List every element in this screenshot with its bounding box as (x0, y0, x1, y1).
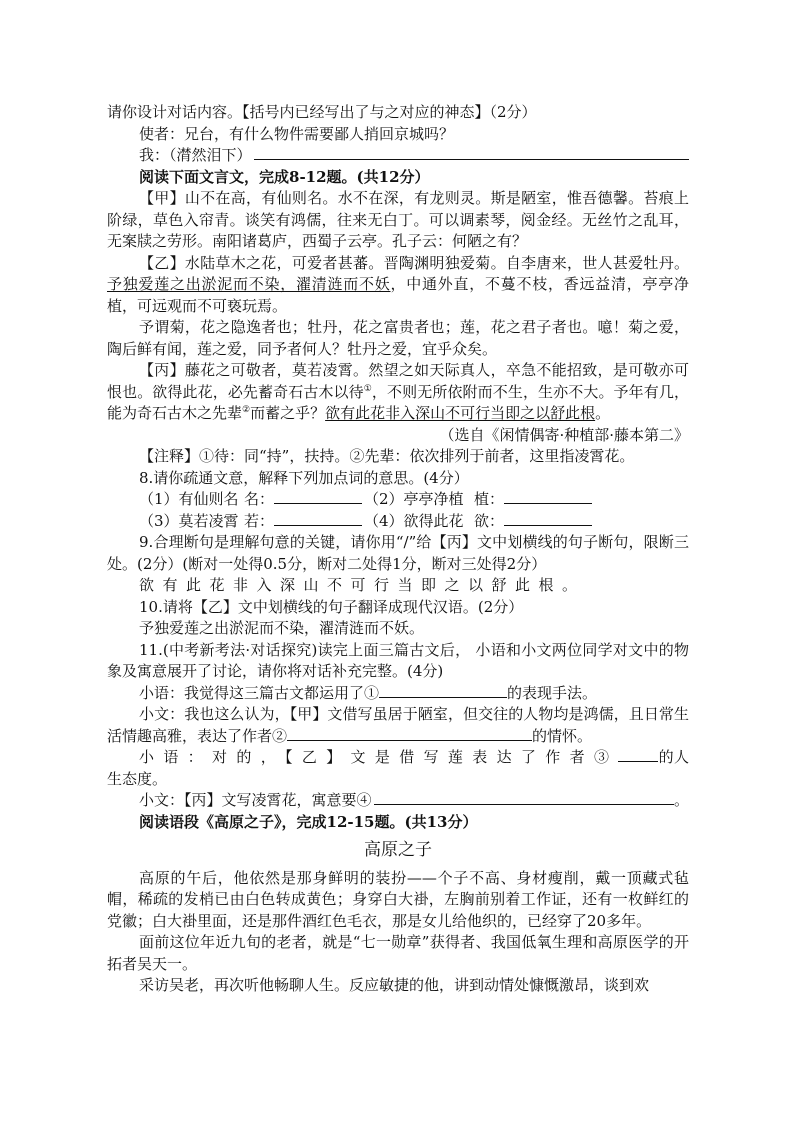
blank-1[interactable] (379, 683, 507, 698)
question-9-sentence: 欲有此花非入深山不可行当即之以舒此根。 (139, 576, 586, 594)
passage-yi-2: 予谓菊，花之隐逸者也；牡丹，花之富贵者也；莲，花之君子者也。噫！菊之爱，陶后鲜有闻，莲之爱，同予者何人？牡丹之爱，宜乎众矣。 (107, 318, 689, 358)
question-11: 11.(中考新考法·对话探究)读完上面三篇古文后， 小语和小文两位同学对文中的物象及寓意展开了讨论，请你将对话补充完整。(4分) (107, 640, 689, 680)
q8-blank-4[interactable] (504, 511, 592, 526)
passage-bing-text: 【丙】藤花之可敬者，莫若凌霄。然望之如天际真人，卒急不能招致，是可敬亦可恨也。欲得此花，必先蓄奇石古木以待 (107, 361, 689, 401)
question-10-sentence: 予独爱莲之出淤泥而不染，濯清涟而不妖。 (139, 619, 425, 637)
blank-2[interactable] (287, 726, 532, 741)
q8-item-3-label: 若： (244, 511, 275, 530)
question-9: 9.合理断句是理解句意的关键，请你用“/”给【丙】文中划横线的句子断句，限断三处。(2分）(断对一处得0.5分，断对二处得1分，断对三处得2分） (107, 533, 689, 573)
passage-jia: 【甲】山不在高，有仙则名。水不在深，有龙则灵。斯是陋室，惟吾德馨。苔痕上阶绿，草色入帘青。谈笑有鸿儒，往来无白丁。可以调素琴，阅金经。无丝竹之乱耳，无案牍之劳形。南阳诸葛庐，西蜀子云亭。孔子云：何陋之有？ (107, 189, 689, 250)
passage-yi-text: 【乙】水陆草木之花，可爱者甚蕃。晋陶渊明独爱菊。自李唐来，世人甚爱牡丹。 (139, 253, 689, 272)
dialogue-1 (107, 683, 689, 705)
passage-bing-text-2: ，不则无所依附而不生，生亦不大。予年有几，能为奇石古木之先辈 (107, 382, 689, 422)
dialogue-4-end: 。 (673, 791, 689, 809)
document-page (107, 102, 689, 997)
q8-item-3: （3）莫若凌霄 (139, 511, 239, 530)
source-citation: （选自《闲情偶寄·种植部·藤本第二》 (439, 425, 689, 444)
dialogue-3 (107, 747, 689, 790)
dialogue-4 (107, 790, 689, 812)
section-heading-classical: 阅读下面文言文，完成8-12题。(共12分） (139, 167, 430, 186)
dialogue-2-end: 的情怀。 (532, 726, 593, 745)
blank-3[interactable] (618, 747, 658, 762)
q8-item-1-label: 名： (244, 490, 275, 508)
answer-blank[interactable] (254, 145, 689, 160)
underlined-sentence-bing: 欲有此花非入深山不可行当即之以舒此根 (325, 404, 596, 422)
q8-blank-2[interactable] (504, 489, 592, 504)
passage-yi (107, 253, 689, 318)
section-heading-modern: 阅读语段《高原之子》，完成12-15题。(共13分） (139, 812, 478, 831)
article-paragraph-3: 采访吴老，再次听他畅聊人生。反应敏捷的他，讲到动情处慷慨激昂，谈到欢 (139, 976, 650, 994)
question-10: 10.请将【乙】文中划横线的句子翻译成现代汉语。(2分） (139, 597, 524, 616)
dialogue-1-end: 的表现手法。 (507, 683, 598, 702)
blank-4[interactable] (374, 790, 674, 805)
q8-blank-3[interactable] (274, 511, 362, 526)
q8-item-4: （4）欲得此花 (364, 511, 464, 530)
question-8: 8.请你疏通文意，解释下列加点词的意思。(4分） (139, 468, 469, 487)
q8-item-2-label: 植： (474, 490, 505, 508)
q8-item-2: （2）亭亭净植 (364, 490, 464, 508)
question-prompt: 请你设计对话内容。【括号内已经写出了与之对应的神态】（2分） (107, 103, 537, 121)
dialogue-3-end: 的人生态度。 (107, 748, 689, 788)
question-8-row-1 (107, 489, 689, 511)
footnote-mark-2: ② (242, 405, 251, 415)
dialogue-envoy: 使者：兄台，有什么物件需要鄙人捎回京城吗？ (139, 124, 455, 143)
dialogue-3-text: 小语：对的，【乙】文是借写莲表达了作者③ (139, 748, 619, 766)
q8-blank-1[interactable] (274, 489, 362, 504)
dialogue-1-text: 小语：我觉得这三篇古文都运用了① (139, 683, 380, 702)
dialogue-4-text: 小文：【丙】文写凌霄花，寓意要④ (139, 791, 372, 809)
dialogue-me-row (107, 145, 689, 167)
footnote-mark-1: ① (363, 383, 372, 394)
article-paragraph-1: 高原的午后，他依然是那身鲜明的装扮——个子不高、身材瘦削，戴一顶藏式毡帽，稀疏的发梢已由白色转成黄色；身穿白大褂，左胸前别着工作证，还有一枚鲜红的党徽；白大褂里面，还是那件酒红色毛衣，那是女儿给他织的，已经穿了20多年。 (107, 868, 689, 930)
article-paragraph-2: 面前这位年近九旬的老者，就是“七一勋章”获得者、我国低氧生理和高原医学的开拓者吴天一。 (107, 933, 689, 973)
passage-yi-text-2: ，中通外直，不蔓不枝，香远益清，亭亭净植，可远观而不可亵玩焉。 (107, 275, 689, 315)
annotation-note: 【注释】①待：同“持”，扶持。②先辈：依次排列于前者，这里指凌霄花。 (139, 447, 635, 465)
passage-bing-end: 。 (595, 404, 611, 422)
underlined-sentence-yi: 予独爱莲之出淤泥而不染，濯清涟而不妖 (107, 275, 391, 293)
passage-bing-text-3: 而蓄之乎？ (250, 404, 326, 422)
dialogue-2 (107, 704, 689, 747)
passage-bing (107, 360, 689, 425)
q8-item-1: （1）有仙则名 (139, 490, 239, 508)
article-title: 高原之子 (364, 840, 432, 860)
dialogue-me-label: 我：（潸然泪下） (139, 146, 252, 164)
question-8-row-2 (107, 511, 689, 533)
dialogue-2-text: 小文：我也这么认为，【甲】文借写虽居于陋室，但交往的人物均是鸿儒，且日常生活情趣高雅，表达了作者② (107, 705, 689, 745)
q8-item-4-label: 欲： (474, 511, 505, 530)
